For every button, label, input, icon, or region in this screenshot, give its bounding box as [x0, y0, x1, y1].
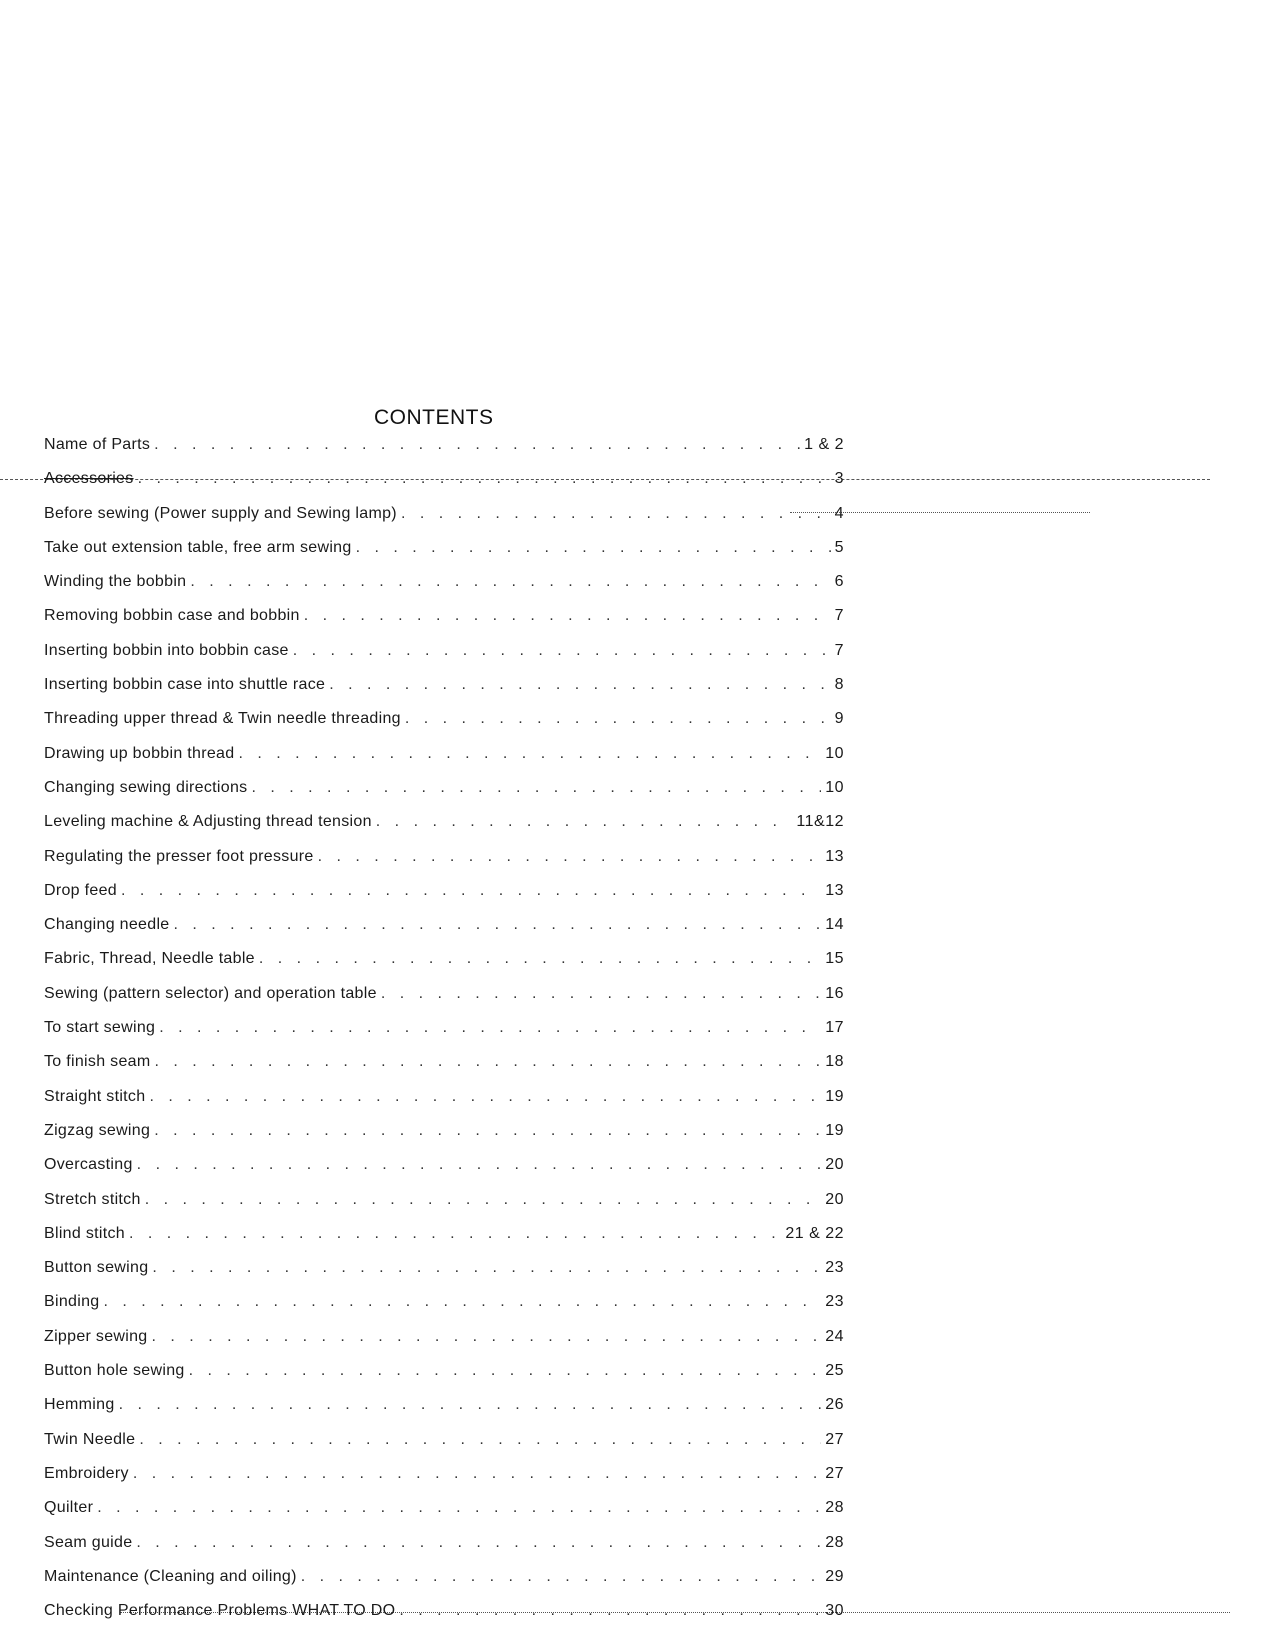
toc-entry — [44, 1396, 844, 1430]
toc-entry-page: 29 — [825, 1567, 844, 1585]
toc-entry-page: 4 — [834, 504, 844, 522]
toc-entry-title: Binding — [44, 1293, 100, 1311]
toc-entry-title: Sewing (pattern selector) and operation table — [44, 984, 377, 1002]
toc-entry — [44, 1156, 844, 1190]
toc-entry-page: 27 — [825, 1464, 844, 1482]
table-of-contents — [44, 436, 844, 1636]
toc-entry-title: To finish seam — [44, 1053, 151, 1071]
toc-entry-page: 20 — [825, 1190, 844, 1208]
toc-dot-leader — [174, 916, 822, 934]
toc-dot-leader — [376, 813, 793, 831]
toc-entry-page: 6 — [834, 573, 844, 591]
toc-dot-leader — [304, 607, 831, 625]
toc-entry-title: Removing bobbin case and bobbin — [44, 607, 300, 625]
toc-entry-title: Checking Performance Problems WHAT TO DO — [44, 1602, 396, 1620]
toc-entry-title: Before sewing (Power supply and Sewing lamp) — [44, 504, 397, 522]
toc-dot-leader — [129, 1225, 781, 1243]
toc-entry-page: 16 — [825, 984, 844, 1002]
toc-dot-leader — [190, 573, 830, 591]
toc-dot-leader — [189, 1362, 822, 1380]
toc-dot-leader — [145, 1191, 822, 1209]
toc-entry — [44, 539, 844, 573]
toc-entry-page: 19 — [825, 1121, 844, 1139]
toc-entry-title: Maintenance (Cleaning and oiling) — [44, 1567, 297, 1585]
toc-entry-title: Twin Needle — [44, 1430, 136, 1448]
toc-dot-leader — [329, 676, 830, 694]
toc-entry — [44, 1191, 844, 1225]
toc-entry — [44, 607, 844, 641]
toc-entry-page: 21 & 22 — [785, 1224, 844, 1242]
toc-entry-page: 17 — [825, 1019, 844, 1037]
toc-entry-title: Quilter — [44, 1499, 94, 1517]
toc-entry-title: Drop feed — [44, 881, 117, 899]
toc-entry-title: Changing sewing directions — [44, 778, 248, 796]
toc-entry-title: Overcasting — [44, 1156, 133, 1174]
toc-entry — [44, 1122, 844, 1156]
toc-entry — [44, 642, 844, 676]
toc-entry-page: 7 — [834, 607, 844, 625]
toc-entry — [44, 916, 844, 950]
toc-entry-page: 28 — [825, 1533, 844, 1551]
toc-entry — [44, 1431, 844, 1465]
toc-dot-leader — [152, 1328, 822, 1346]
toc-entry-page: 28 — [825, 1499, 844, 1517]
toc-dot-leader — [318, 848, 822, 866]
toc-dot-leader — [399, 1602, 821, 1620]
toc-entry — [44, 1602, 844, 1636]
toc-entry — [44, 1534, 844, 1568]
toc-entry-page: 18 — [825, 1053, 844, 1071]
toc-entry-page: 23 — [825, 1293, 844, 1311]
toc-entry-title: Take out extension table, free arm sewing — [44, 538, 352, 556]
toc-dot-leader — [401, 505, 831, 523]
toc-entry — [44, 1465, 844, 1499]
toc-dot-leader — [133, 1465, 821, 1483]
toc-entry — [44, 436, 844, 470]
toc-entry-page: 19 — [825, 1087, 844, 1105]
toc-dot-leader — [121, 882, 821, 900]
page-title: CONTENTS — [374, 406, 494, 429]
toc-entry-title: Seam guide — [44, 1533, 133, 1551]
toc-dot-leader — [251, 779, 821, 797]
toc-dot-leader — [138, 470, 831, 488]
toc-entry-title: Zipper sewing — [44, 1327, 148, 1345]
toc-dot-leader — [152, 1259, 821, 1277]
toc-dot-leader — [259, 950, 821, 968]
toc-dot-leader — [103, 1293, 821, 1311]
toc-entry-page: 15 — [825, 950, 844, 968]
toc-entry — [44, 882, 844, 916]
toc-dot-leader — [238, 745, 821, 763]
toc-dot-leader — [154, 436, 800, 454]
toc-entry-page: 25 — [825, 1362, 844, 1380]
toc-entry-title: Accessories — [44, 470, 134, 488]
toc-entry-title: Regulating the presser foot pressure — [44, 847, 314, 865]
toc-entry-page: 13 — [825, 847, 844, 865]
toc-entry — [44, 1259, 844, 1293]
toc-entry — [44, 985, 844, 1019]
toc-entry-page: 5 — [834, 538, 844, 556]
toc-dot-leader — [136, 1534, 821, 1552]
toc-entry — [44, 470, 844, 504]
toc-entry-page: 30 — [825, 1602, 844, 1620]
toc-entry-title: Embroidery — [44, 1464, 129, 1482]
toc-entry-page: 3 — [834, 470, 844, 488]
toc-entry — [44, 745, 844, 779]
toc-dot-leader — [301, 1568, 821, 1586]
toc-entry — [44, 848, 844, 882]
toc-entry-page: 26 — [825, 1396, 844, 1414]
toc-dot-leader — [149, 1088, 821, 1106]
toc-entry-title: Button hole sewing — [44, 1362, 185, 1380]
toc-entry — [44, 813, 844, 847]
toc-entry-title: Hemming — [44, 1396, 115, 1414]
toc-entry-page: 11&12 — [796, 813, 844, 831]
toc-entry-page: 9 — [834, 710, 844, 728]
toc-entry-page: 13 — [825, 881, 844, 899]
toc-entry-title: Stretch stitch — [44, 1190, 141, 1208]
toc-entry-title: Button sewing — [44, 1259, 149, 1277]
toc-dot-leader — [119, 1396, 822, 1414]
toc-entry-page: 10 — [825, 744, 844, 762]
toc-entry — [44, 1362, 844, 1396]
toc-entry-title: Leveling machine & Adjusting thread tension — [44, 813, 372, 831]
toc-dot-leader — [154, 1053, 821, 1071]
toc-dot-leader — [381, 985, 821, 1003]
toc-dot-leader — [137, 1156, 822, 1174]
toc-entry-title: To start sewing — [44, 1019, 156, 1037]
toc-dot-leader — [356, 539, 831, 557]
toc-entry — [44, 573, 844, 607]
toc-entry — [44, 1499, 844, 1533]
toc-entry-page: 10 — [825, 778, 844, 796]
toc-dot-leader — [405, 710, 831, 728]
toc-dot-leader — [154, 1122, 821, 1140]
toc-entry-title: Changing needle — [44, 916, 170, 934]
toc-entry — [44, 1088, 844, 1122]
toc-entry — [44, 1293, 844, 1327]
toc-dot-leader — [293, 642, 831, 660]
toc-entry-page: 27 — [825, 1430, 844, 1448]
toc-entry — [44, 1019, 844, 1053]
toc-dot-leader — [159, 1019, 821, 1037]
toc-entry — [44, 950, 844, 984]
toc-dot-leader — [139, 1431, 821, 1449]
toc-entry-page: 20 — [825, 1156, 844, 1174]
toc-entry — [44, 1053, 844, 1087]
toc-entry — [44, 710, 844, 744]
toc-entry-title: Zigzag sewing — [44, 1121, 151, 1139]
toc-entry-page: 23 — [825, 1259, 844, 1277]
toc-entry-title: Inserting bobbin into bobbin case — [44, 641, 289, 659]
toc-entry-title: Blind stitch — [44, 1224, 125, 1242]
toc-entry-page: 8 — [834, 676, 844, 694]
toc-entry — [44, 505, 844, 539]
toc-entry-page: 7 — [834, 641, 844, 659]
toc-entry-title: Threading upper thread & Twin needle threading — [44, 710, 401, 728]
toc-entry-page: 1 & 2 — [804, 436, 844, 453]
toc-entry-title: Inserting bobbin case into shuttle race — [44, 676, 326, 694]
toc-entry — [44, 779, 844, 813]
toc-entry-title: Drawing up bobbin thread — [44, 744, 235, 762]
toc-entry-title: Name of Parts — [44, 436, 151, 453]
toc-entry-title: Fabric, Thread, Needle table — [44, 950, 255, 968]
toc-entry — [44, 1225, 844, 1259]
toc-entry-title: Straight stitch — [44, 1087, 146, 1105]
toc-entry-page: 14 — [825, 916, 844, 934]
toc-entry — [44, 1328, 844, 1362]
toc-dot-leader — [97, 1499, 821, 1517]
toc-entry — [44, 676, 844, 710]
toc-entry-page: 24 — [825, 1327, 844, 1345]
toc-entry — [44, 1568, 844, 1602]
toc-entry-title: Winding the bobbin — [44, 573, 187, 591]
